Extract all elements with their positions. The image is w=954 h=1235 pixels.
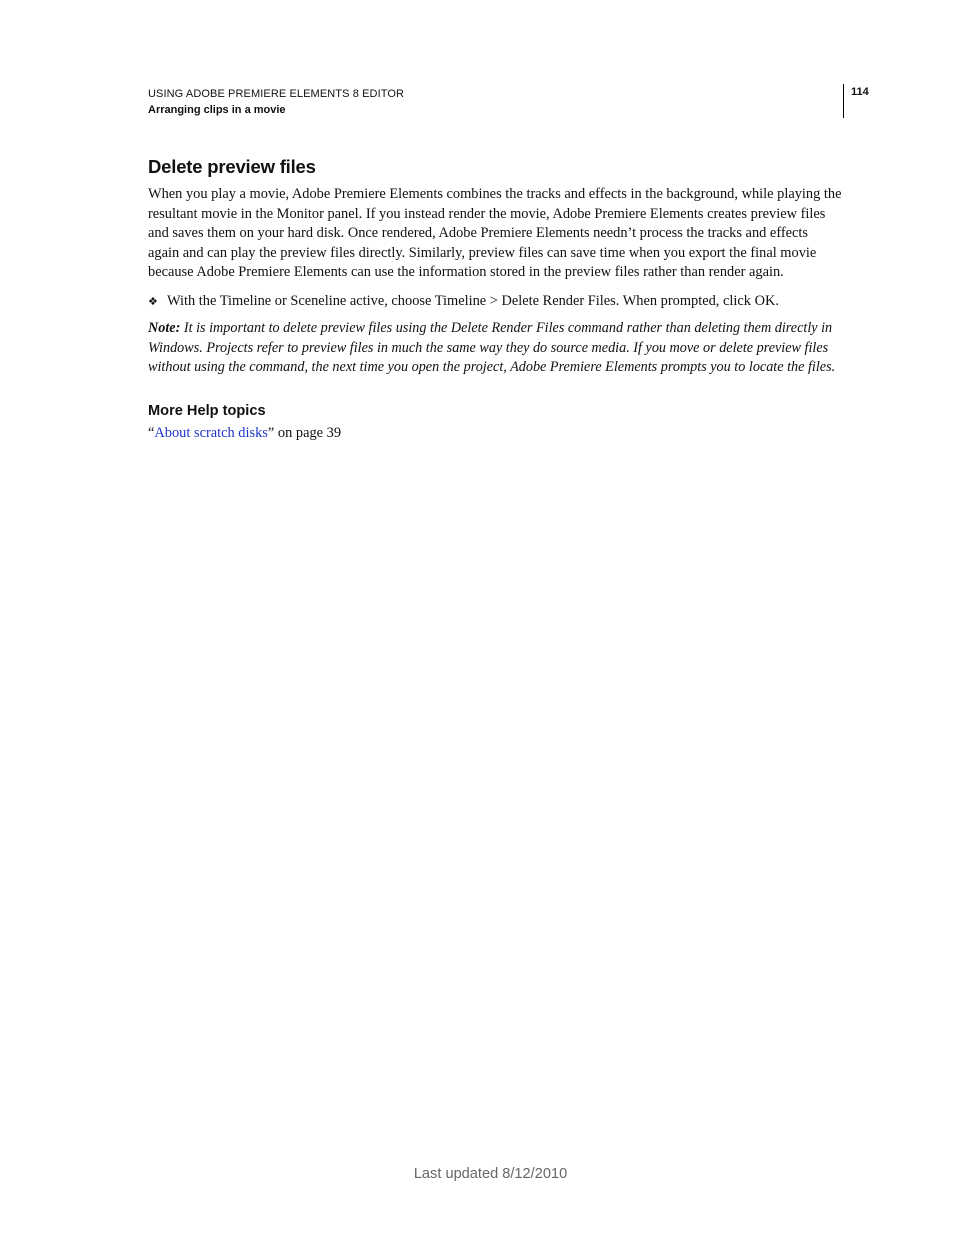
document-title: USING ADOBE PREMIERE ELEMENTS 8 EDITOR [148, 88, 405, 100]
procedure-step [148, 292, 842, 312]
close-quote: ” [267, 425, 275, 441]
more-help-heading: More Help topics [148, 403, 266, 419]
open-quote: “ [148, 425, 155, 441]
more-help-item [148, 424, 341, 444]
about-scratch-disks-link[interactable]: About scratch disks [154, 425, 268, 441]
running-header [148, 86, 404, 118]
note-text: It is important to delete preview files using the Delete Render Files command rather than deleting them directly in Windows. Projects refer to preview files in much the same way they do source media. If you move or delete preview files without using the command, the next time you open the project, Adobe Premiere Elements prompts you to locate the files. [148, 320, 836, 376]
step-bullet-icon: ❖ [148, 295, 158, 308]
step-text: With the Timeline or Sceneline active, choose Timeline > Delete Render Files. When prompted, click OK. [167, 293, 779, 309]
header-divider [843, 84, 844, 118]
page-reference: on page 39 [274, 425, 342, 441]
note-paragraph [148, 319, 842, 378]
chapter-title: Arranging clips in a movie [148, 104, 286, 116]
body-paragraph: When you play a movie, Adobe Premiere Elements combines the tracks and effects in the background, while playing the resultant movie in the Monitor panel. If you instead render the movie, Adobe Premiere Elements creates preview files and saves them on your hard disk. Once rendered, Adobe Premiere Elements needn’t process the tracks and effects again and can play the preview files directly. Similarly, preview files can save time when you export the final movie because Adobe Premiere Elements can use the information stored in the preview files rather than render again. [148, 186, 842, 281]
section-heading: Delete preview files [148, 156, 316, 177]
note-label: Note: [148, 320, 181, 336]
page-number: 114 [851, 86, 869, 98]
footer-last-updated: Last updated 8/12/2010 [413, 1166, 568, 1182]
